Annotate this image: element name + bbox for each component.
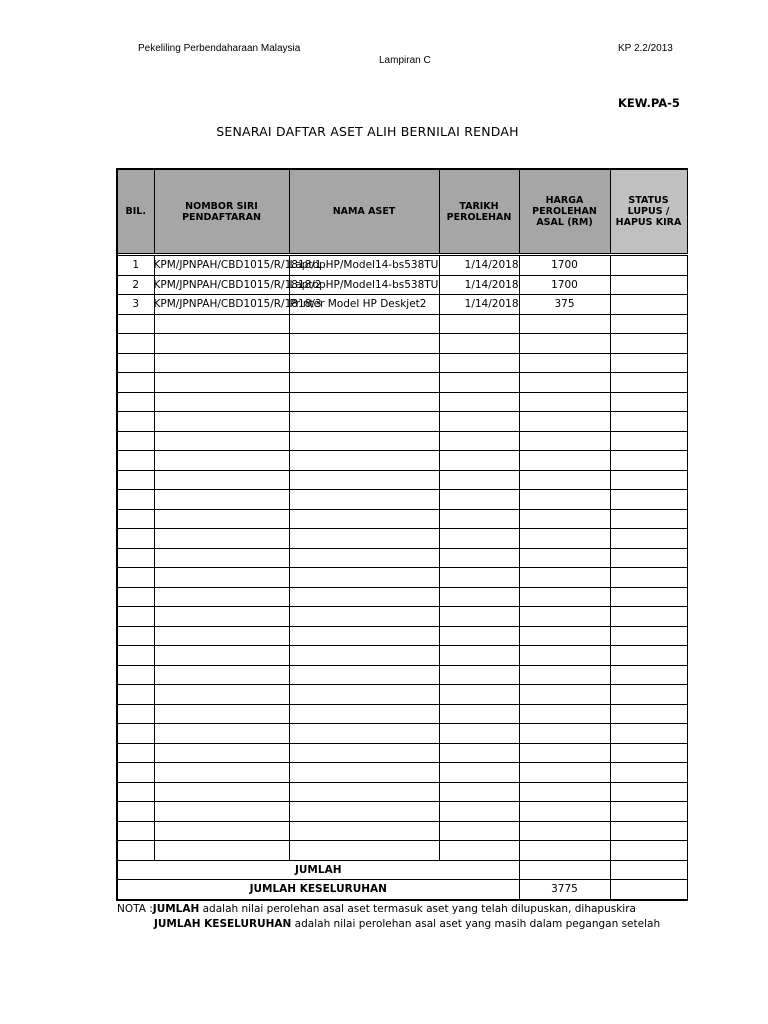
empty-row — [117, 314, 687, 334]
cell-status — [610, 841, 687, 861]
cell-nama — [289, 392, 439, 412]
cell-status — [610, 295, 687, 315]
cell-tarikh — [439, 314, 519, 334]
cell-tarikh — [439, 724, 519, 744]
cell-tarikh — [439, 548, 519, 568]
header-ref: KP 2.2/2013 — [618, 43, 673, 54]
cell-nama — [289, 568, 439, 588]
cell-siri — [154, 373, 289, 393]
cell-nama — [289, 412, 439, 432]
cell-status — [610, 763, 687, 783]
cell-tarikh — [439, 392, 519, 412]
cell-harga — [519, 412, 610, 432]
cell-bil: 3 — [117, 295, 154, 315]
cell-status — [610, 509, 687, 529]
col-tarikh: TARIKH PEROLEHAN — [439, 169, 519, 254]
cell-status — [610, 704, 687, 724]
total-status — [610, 860, 687, 880]
empty-row — [117, 490, 687, 510]
cell-nama — [289, 782, 439, 802]
cell-tarikh — [439, 685, 519, 705]
cell-nama — [289, 529, 439, 549]
cell-harga — [519, 841, 610, 861]
cell-status — [610, 821, 687, 841]
cell-tarikh — [439, 665, 519, 685]
cell-siri — [154, 763, 289, 783]
cell-nama — [289, 626, 439, 646]
cell-nama — [289, 685, 439, 705]
cell-bil — [117, 470, 154, 490]
cell-nama — [289, 743, 439, 763]
cell-harga — [519, 568, 610, 588]
cell-status — [610, 548, 687, 568]
cell-siri — [154, 568, 289, 588]
cell-bil — [117, 802, 154, 822]
cell-status — [610, 353, 687, 373]
col-siri: NOMBOR SIRI PENDAFTARAN — [154, 169, 289, 254]
total-row — [117, 860, 687, 880]
empty-row — [117, 607, 687, 627]
cell-harga — [519, 548, 610, 568]
cell-tarikh — [439, 763, 519, 783]
cell-status — [610, 802, 687, 822]
table-row — [117, 256, 687, 276]
cell-status — [610, 451, 687, 471]
cell-status — [610, 724, 687, 744]
cell-status — [610, 782, 687, 802]
cell-bil — [117, 782, 154, 802]
cell-tarikh: 1/14/2018 — [439, 295, 519, 315]
cell-status — [610, 470, 687, 490]
cell-siri — [154, 607, 289, 627]
cell-bil — [117, 821, 154, 841]
cell-bil — [117, 548, 154, 568]
note-text-2: adalah nilai perolehan asal aset yang masih dalam pegangan setelah — [291, 918, 661, 930]
cell-status — [610, 607, 687, 627]
table-header-row — [117, 169, 687, 254]
cell-nama — [289, 431, 439, 451]
cell-bil — [117, 334, 154, 354]
cell-tarikh — [439, 490, 519, 510]
form-code: KEW.PA-5 — [618, 96, 680, 110]
cell-siri — [154, 665, 289, 685]
cell-tarikh — [439, 334, 519, 354]
empty-row — [117, 587, 687, 607]
empty-row — [117, 841, 687, 861]
cell-nama — [289, 587, 439, 607]
empty-row — [117, 685, 687, 705]
cell-nama — [289, 470, 439, 490]
col-bil: BIL. — [117, 169, 154, 254]
table-row — [117, 275, 687, 295]
note-text-1: adalah nilai perolehan asal aset termasuk aset yang telah dilupuskan, dihapuskira — [199, 903, 636, 915]
cell-siri — [154, 587, 289, 607]
cell-harga — [519, 314, 610, 334]
empty-row — [117, 431, 687, 451]
cell-harga: 1700 — [519, 275, 610, 295]
cell-bil — [117, 724, 154, 744]
cell-bil: 2 — [117, 275, 154, 295]
cell-nama — [289, 646, 439, 666]
cell-tarikh — [439, 821, 519, 841]
cell-siri — [154, 626, 289, 646]
cell-status — [610, 314, 687, 334]
cell-siri: KPM/JPNPAH/CBD1015/R/1818/1 — [154, 256, 289, 276]
cell-tarikh — [439, 587, 519, 607]
cell-harga — [519, 802, 610, 822]
cell-nama — [289, 841, 439, 861]
cell-nama — [289, 548, 439, 568]
cell-bil — [117, 626, 154, 646]
empty-row — [117, 451, 687, 471]
cell-tarikh — [439, 743, 519, 763]
cell-nama — [289, 724, 439, 744]
cell-bil — [117, 743, 154, 763]
cell-siri: KPM/JPNPAH/CBD1015/R/1818/3 — [154, 295, 289, 315]
cell-bil — [117, 451, 154, 471]
cell-nama — [289, 314, 439, 334]
cell-nama: LaptopHP/Model14-bs538TU — [289, 256, 439, 276]
cell-siri — [154, 782, 289, 802]
empty-row — [117, 353, 687, 373]
cell-tarikh — [439, 646, 519, 666]
cell-status — [610, 490, 687, 510]
asset-table — [116, 168, 688, 901]
empty-row — [117, 373, 687, 393]
cell-status — [610, 685, 687, 705]
cell-harga: 375 — [519, 295, 610, 315]
total-value — [519, 860, 610, 880]
cell-nama — [289, 665, 439, 685]
header-circular: Pekeliling Perbendaharaan Malaysia — [138, 43, 301, 54]
cell-harga — [519, 334, 610, 354]
cell-harga — [519, 665, 610, 685]
empty-row — [117, 821, 687, 841]
total-label: JUMLAH — [117, 860, 519, 880]
cell-harga — [519, 646, 610, 666]
cell-tarikh — [439, 509, 519, 529]
cell-nama: Printer Model HP Deskjet2 — [289, 295, 439, 315]
cell-status — [610, 529, 687, 549]
cell-siri — [154, 353, 289, 373]
cell-harga — [519, 704, 610, 724]
cell-harga — [519, 724, 610, 744]
cell-nama — [289, 490, 439, 510]
cell-status — [610, 275, 687, 295]
cell-bil — [117, 392, 154, 412]
cell-siri — [154, 392, 289, 412]
empty-row — [117, 470, 687, 490]
empty-row — [117, 743, 687, 763]
cell-harga — [519, 509, 610, 529]
cell-tarikh — [439, 470, 519, 490]
cell-siri — [154, 821, 289, 841]
cell-tarikh — [439, 373, 519, 393]
cell-siri — [154, 431, 289, 451]
cell-siri — [154, 802, 289, 822]
cell-bil — [117, 353, 154, 373]
cell-status — [610, 392, 687, 412]
cell-nama — [289, 607, 439, 627]
cell-bil — [117, 412, 154, 432]
cell-tarikh: 1/14/2018 — [439, 256, 519, 276]
cell-siri — [154, 334, 289, 354]
cell-bil — [117, 314, 154, 334]
cell-tarikh — [439, 353, 519, 373]
note-prefix: NOTA : — [117, 903, 153, 915]
cell-bil: 1 — [117, 256, 154, 276]
cell-status — [610, 256, 687, 276]
cell-status — [610, 568, 687, 588]
cell-bil — [117, 685, 154, 705]
cell-harga — [519, 529, 610, 549]
grand-total-label: JUMLAH KESELURUHAN — [117, 880, 519, 900]
cell-status — [610, 334, 687, 354]
empty-row — [117, 529, 687, 549]
cell-tarikh — [439, 607, 519, 627]
empty-row — [117, 509, 687, 529]
empty-row — [117, 782, 687, 802]
empty-row — [117, 626, 687, 646]
cell-harga — [519, 782, 610, 802]
cell-nama: LaptopHP/Model14-bs538TU — [289, 275, 439, 295]
cell-harga — [519, 587, 610, 607]
cell-harga — [519, 431, 610, 451]
cell-siri — [154, 841, 289, 861]
empty-row — [117, 568, 687, 588]
cell-status — [610, 743, 687, 763]
grand-total-status — [610, 880, 687, 900]
empty-row — [117, 802, 687, 822]
cell-tarikh: 1/14/2018 — [439, 275, 519, 295]
cell-tarikh — [439, 412, 519, 432]
cell-bil — [117, 587, 154, 607]
cell-bil — [117, 665, 154, 685]
cell-status — [610, 626, 687, 646]
cell-status — [610, 646, 687, 666]
cell-tarikh — [439, 431, 519, 451]
cell-nama — [289, 763, 439, 783]
cell-harga — [519, 626, 610, 646]
cell-siri — [154, 490, 289, 510]
col-harga: HARGA PEROLEHAN ASAL (RM) — [519, 169, 610, 254]
cell-harga — [519, 490, 610, 510]
cell-harga — [519, 353, 610, 373]
col-status: STATUS LUPUS / HAPUS KIRA — [610, 169, 687, 254]
cell-siri — [154, 743, 289, 763]
grand-total-row — [117, 880, 687, 900]
page-title: SENARAI DAFTAR ASET ALIH BERNILAI RENDAH — [216, 124, 519, 139]
cell-bil — [117, 607, 154, 627]
empty-row — [117, 704, 687, 724]
cell-tarikh — [439, 451, 519, 471]
cell-tarikh — [439, 529, 519, 549]
cell-bil — [117, 431, 154, 451]
table-row — [117, 295, 687, 315]
cell-harga: 1700 — [519, 256, 610, 276]
cell-siri — [154, 724, 289, 744]
cell-bil — [117, 490, 154, 510]
header-appendix: Lampiran C — [379, 55, 431, 66]
cell-bil — [117, 529, 154, 549]
cell-tarikh — [439, 802, 519, 822]
cell-bil — [117, 646, 154, 666]
cell-siri — [154, 529, 289, 549]
cell-status — [610, 665, 687, 685]
cell-bil — [117, 568, 154, 588]
empty-row — [117, 665, 687, 685]
cell-siri — [154, 704, 289, 724]
empty-row — [117, 548, 687, 568]
cell-nama — [289, 704, 439, 724]
cell-nama — [289, 353, 439, 373]
cell-nama — [289, 373, 439, 393]
cell-tarikh — [439, 704, 519, 724]
cell-harga — [519, 763, 610, 783]
grand-total-value: 3775 — [519, 880, 610, 900]
cell-siri — [154, 509, 289, 529]
empty-row — [117, 763, 687, 783]
cell-harga — [519, 373, 610, 393]
cell-nama — [289, 334, 439, 354]
cell-nama — [289, 821, 439, 841]
cell-nama — [289, 802, 439, 822]
cell-siri — [154, 685, 289, 705]
cell-siri — [154, 314, 289, 334]
cell-siri — [154, 470, 289, 490]
cell-status — [610, 587, 687, 607]
cell-siri — [154, 548, 289, 568]
note-term-1: JUMLAH — [152, 903, 200, 915]
cell-status — [610, 431, 687, 451]
note-term-2: JUMLAH KESELURUHAN — [154, 918, 292, 930]
cell-tarikh — [439, 782, 519, 802]
cell-harga — [519, 392, 610, 412]
cell-harga — [519, 743, 610, 763]
cell-bil — [117, 763, 154, 783]
empty-row — [117, 412, 687, 432]
empty-row — [117, 646, 687, 666]
empty-row — [117, 334, 687, 354]
cell-harga — [519, 685, 610, 705]
cell-siri — [154, 451, 289, 471]
cell-tarikh — [439, 626, 519, 646]
cell-status — [610, 373, 687, 393]
cell-bil — [117, 841, 154, 861]
cell-tarikh — [439, 568, 519, 588]
cell-bil — [117, 509, 154, 529]
cell-harga — [519, 821, 610, 841]
col-nama: NAMA ASET — [289, 169, 439, 254]
cell-bil — [117, 704, 154, 724]
note — [117, 902, 660, 932]
cell-siri: KPM/JPNPAH/CBD1015/R/1818/2 — [154, 275, 289, 295]
cell-harga — [519, 451, 610, 471]
empty-row — [117, 724, 687, 744]
cell-harga — [519, 607, 610, 627]
cell-bil — [117, 373, 154, 393]
cell-siri — [154, 646, 289, 666]
cell-nama — [289, 451, 439, 471]
cell-tarikh — [439, 841, 519, 861]
cell-status — [610, 412, 687, 432]
empty-row — [117, 392, 687, 412]
cell-siri — [154, 412, 289, 432]
cell-harga — [519, 470, 610, 490]
cell-nama — [289, 509, 439, 529]
